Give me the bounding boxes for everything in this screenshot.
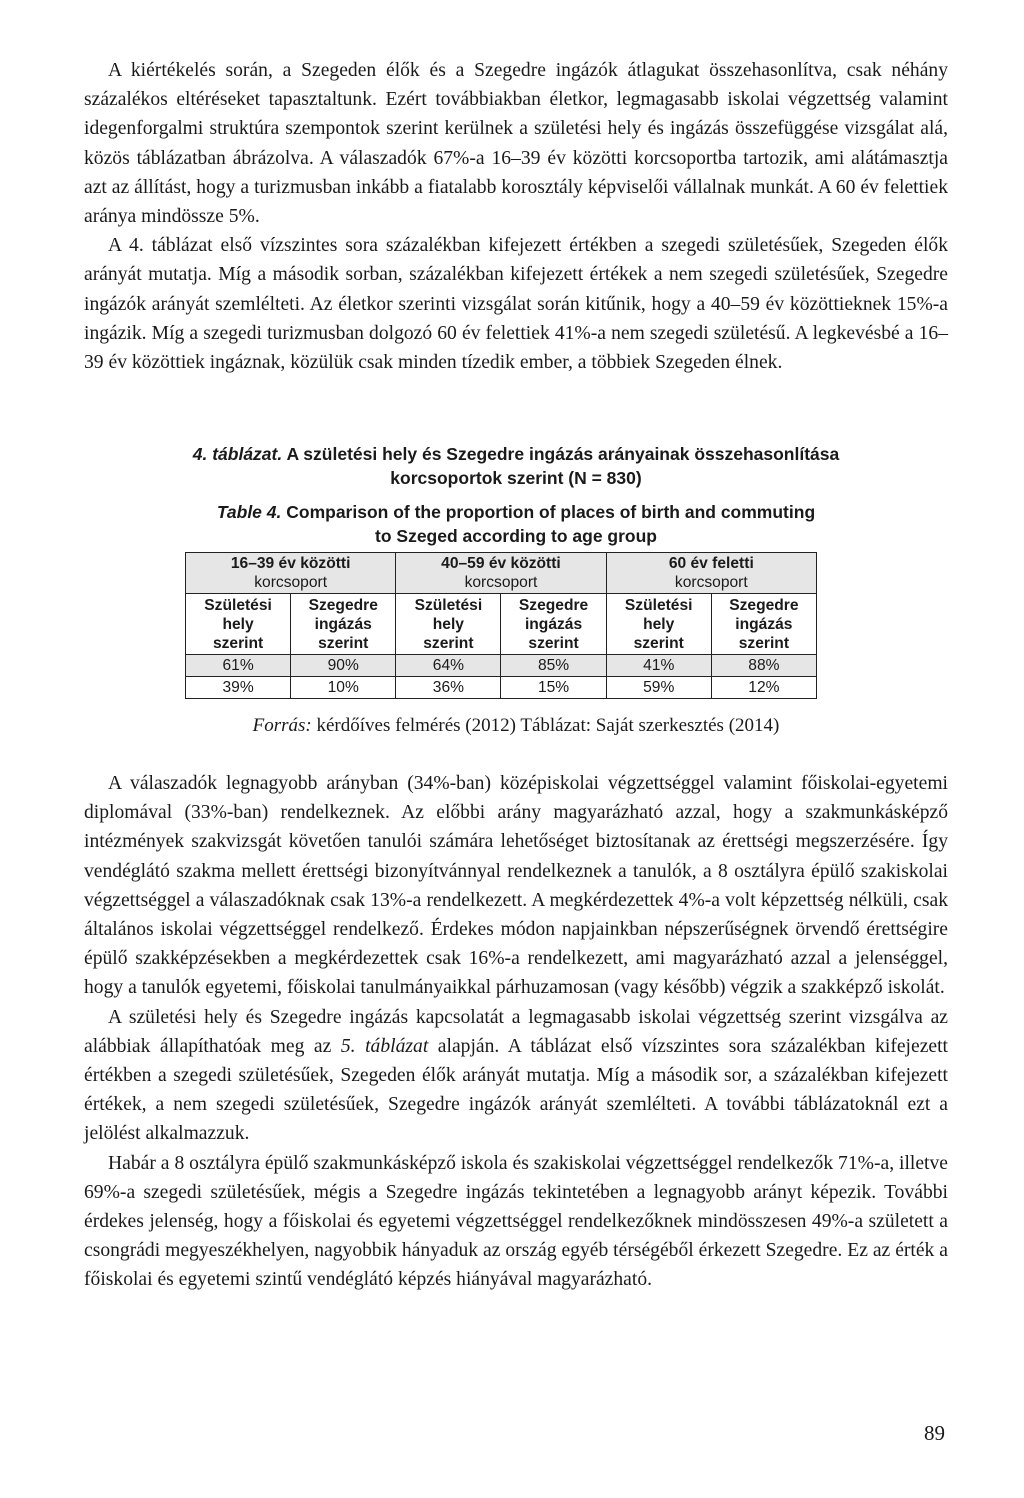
subheader-line: Szegedre [308, 596, 378, 614]
body-text-bottom [84, 769, 948, 1295]
table-cell: 15% [501, 677, 606, 699]
body-text-top [84, 56, 948, 377]
paragraph [84, 1003, 948, 1149]
source-text: kérdőíves felmérés (2012) Táblázat: Saját szerkesztés (2014) [316, 715, 780, 736]
subheader-line: szerint [633, 634, 684, 652]
subheader-line: hely [643, 615, 675, 633]
subheader-cell [186, 594, 291, 655]
table-row [186, 655, 817, 677]
group-header-line: 40–59 év közötti [441, 555, 561, 572]
data-table [185, 552, 817, 699]
table-cell: 61% [186, 655, 291, 677]
subheader-cell [396, 594, 501, 655]
subheader-line: ingázás [524, 615, 583, 633]
table-cell: 59% [606, 677, 711, 699]
subheader-line: Szegedre [729, 596, 799, 614]
paragraph: Habár a 8 osztályra épülő szakmunkásképző iskola és szakiskolai végzettséggel rendelkezők 71%-a, illetve 69%-a szegedi születésűek, mégis a Szegedre ingázás tekintetében a legnagyobb arányt képezik. További érdekes jelenség, hogy a főiskolai és egyetemi végzettséggel rendelkezőknek mindösszesen 49%-a született a csongrádi megyeszékhelyen, nagyobbik hányaduk az ország egyéb térségéből érkezett Szegedre. Ez az érték a főiskolai és egyetemi szintű vendéglátó képzés hiányával magyarázható. [84, 1152, 948, 1291]
table-source [84, 713, 948, 739]
caption-hu-label: 4. táblázat. [192, 444, 283, 464]
subheader-cell [291, 594, 396, 655]
caption-hungarian [84, 442, 948, 490]
subheader-line: szerint [423, 634, 474, 652]
subheader-line: Szegedre [518, 596, 589, 614]
subheader-line: hely [222, 615, 254, 633]
subheader-line: szerint [528, 634, 579, 652]
subheader-line: Születési [624, 596, 693, 614]
caption-en-title-line1: Comparison of the proportion of places of birth and commuting [286, 502, 816, 522]
group-header-line: 60 év feletti [668, 555, 754, 572]
table-cell: 41% [606, 655, 711, 677]
table-row [186, 677, 817, 699]
subheader-cell [606, 594, 711, 655]
caption-hu-title-line1: A születési hely és Szegedre ingázás arányainak összehasonlítása [286, 444, 840, 464]
caption-en-title-line2: to Szeged according to age group [375, 526, 657, 546]
paragraph: A 4. táblázat első vízszintes sora százalékban kifejezett értékben a szegedi születésűek, Szegeden élők arányát mutatja. Míg a második sorban, százalékban kifejezett értékek a nem szegedi születésűek, Szegedre ingázók arányát szemlélteti. Az életkor szerinti vizsgálat során kitűnik, hogy a 40–59 év közöttieknek 15%-a ingázik. Míg a szegedi turizmusban dolgozó 60 év felettiek 41%-a nem szegedi születésű. A legkevésbé a 16–39 év közöttiek ingáznak, közülük csak minden tízedik ember, a többiek Szegeden élnek. [84, 235, 948, 374]
table-cell: 85% [501, 655, 606, 677]
caption-hu-title-line2: korcsoportok szerint (N = 830) [390, 468, 642, 488]
table-subheader-row [186, 594, 817, 655]
paragraph-part: A születési hely és Szegedre ingázás kapcsolatát a legmagasabb iskolai végzettség szerint vizsgálva az alábbiak állapíthatóak meg az [84, 1006, 948, 1057]
subheader-line: hely [432, 615, 464, 633]
table-caption [84, 442, 948, 548]
page-number: 89 [924, 1421, 945, 1445]
table-cell: 64% [396, 655, 501, 677]
table-cell: 12% [711, 677, 816, 699]
caption-en-label: Table 4. [216, 502, 282, 522]
subheader-line: ingázás [314, 615, 372, 633]
table-cell: 88% [711, 655, 816, 677]
source-label: Forrás: [252, 715, 312, 736]
table-cell: 90% [291, 655, 396, 677]
subheader-line: szerint [738, 634, 790, 652]
subheader-line: ingázás [735, 615, 793, 633]
subheader-cell [501, 594, 606, 655]
group-header-60-plus [606, 553, 816, 594]
subheader-line: Születési [204, 596, 272, 614]
table-cell: 36% [396, 677, 501, 699]
table-cell: 10% [291, 677, 396, 699]
paragraph: A válaszadók legnagyobb arányban (34%-ban) középiskolai végzettséggel valamint főiskolai-egyetemi diplomával (33%-ban) rendelkeznek. Az előbbi arány magyarázható azzal, hogy a szakmunkásképző intézmények szakvizsgát követően tanulói számára lehetőséget biztosítanak az érettségi megszerzésére. Így vendéglátó szakma mellett érettségi bizonyítvánnyal rendelkeznek a tanulók, a 8 osztályra épülő szakiskolai végzettséggel a válaszadóknak csak 13%-a rendelkezett. A megkérdezettek 4%-a volt képzettség nélküli, csak általános iskolai végzettséggel rendelkező. Érdekes módon napjainkban népszerűségnek örvendő érettségire épülő szakképzésekben a megkérdezettek csak 16%-a rendelkezett, ami magyarázható azzal a jelenséggel, hogy a tanulók egyetemi, főiskolai tanulmányaikkal párhuzamosan (vagy később) végzik a szakképző iskolát. [84, 773, 948, 999]
group-header-16-39 [186, 553, 396, 594]
group-header-line: 16–39 év közötti [230, 555, 351, 572]
group-header-line: korcsoport [464, 574, 538, 591]
paragraph: A kiértékelés során, a Szegeden élők és a Szegedre ingázók átlagukat összehasonlítva, csak néhány százalékos eltéréseket tapasztaltunk. Ezért továbbiakban életkor, legmagasabb iskolai végzettség valamint idegenforgalmi struktúra szempontok szerint kerülnek a születési hely és ingázás összefüggése vizsgálat alá, közös táblázatban ábrázolva. A válaszadók 67%-a 16–39 év közötti korcsoportba tartozik, ami alátámasztja azt az állítást, hogy a turizmusban inkább a fiatalabb korosztály képviselői vállalnak munkát. A 60 év felettiek aránya mindössze 5%. [84, 60, 948, 228]
group-header-line: korcsoport [674, 574, 748, 591]
subheader-line: Születési [414, 596, 483, 614]
table-reference: 5. táblázat [340, 1035, 429, 1057]
group-header-line: korcsoport [254, 574, 328, 591]
subheader-cell [711, 594, 816, 655]
table-cell: 39% [186, 677, 291, 699]
subheader-line: szerint [212, 634, 264, 652]
paragraph-part: alapján. A táblázat első vízszintes sora százalékban kifejezett értékben a szegedi születésűek, Szegeden élők arányát mutatja. Míg a második sor, a százalékban kifejezett értékek, a nem szegedi születésűek, Szegedre ingázók arányát szemlélteti. A további táblázatoknál ezt a jelölést alkalmazzuk. [84, 1035, 948, 1145]
group-header-40-59 [396, 553, 606, 594]
caption-english [84, 500, 948, 548]
table-group-header-row [186, 553, 817, 594]
subheader-line: szerint [318, 634, 369, 652]
